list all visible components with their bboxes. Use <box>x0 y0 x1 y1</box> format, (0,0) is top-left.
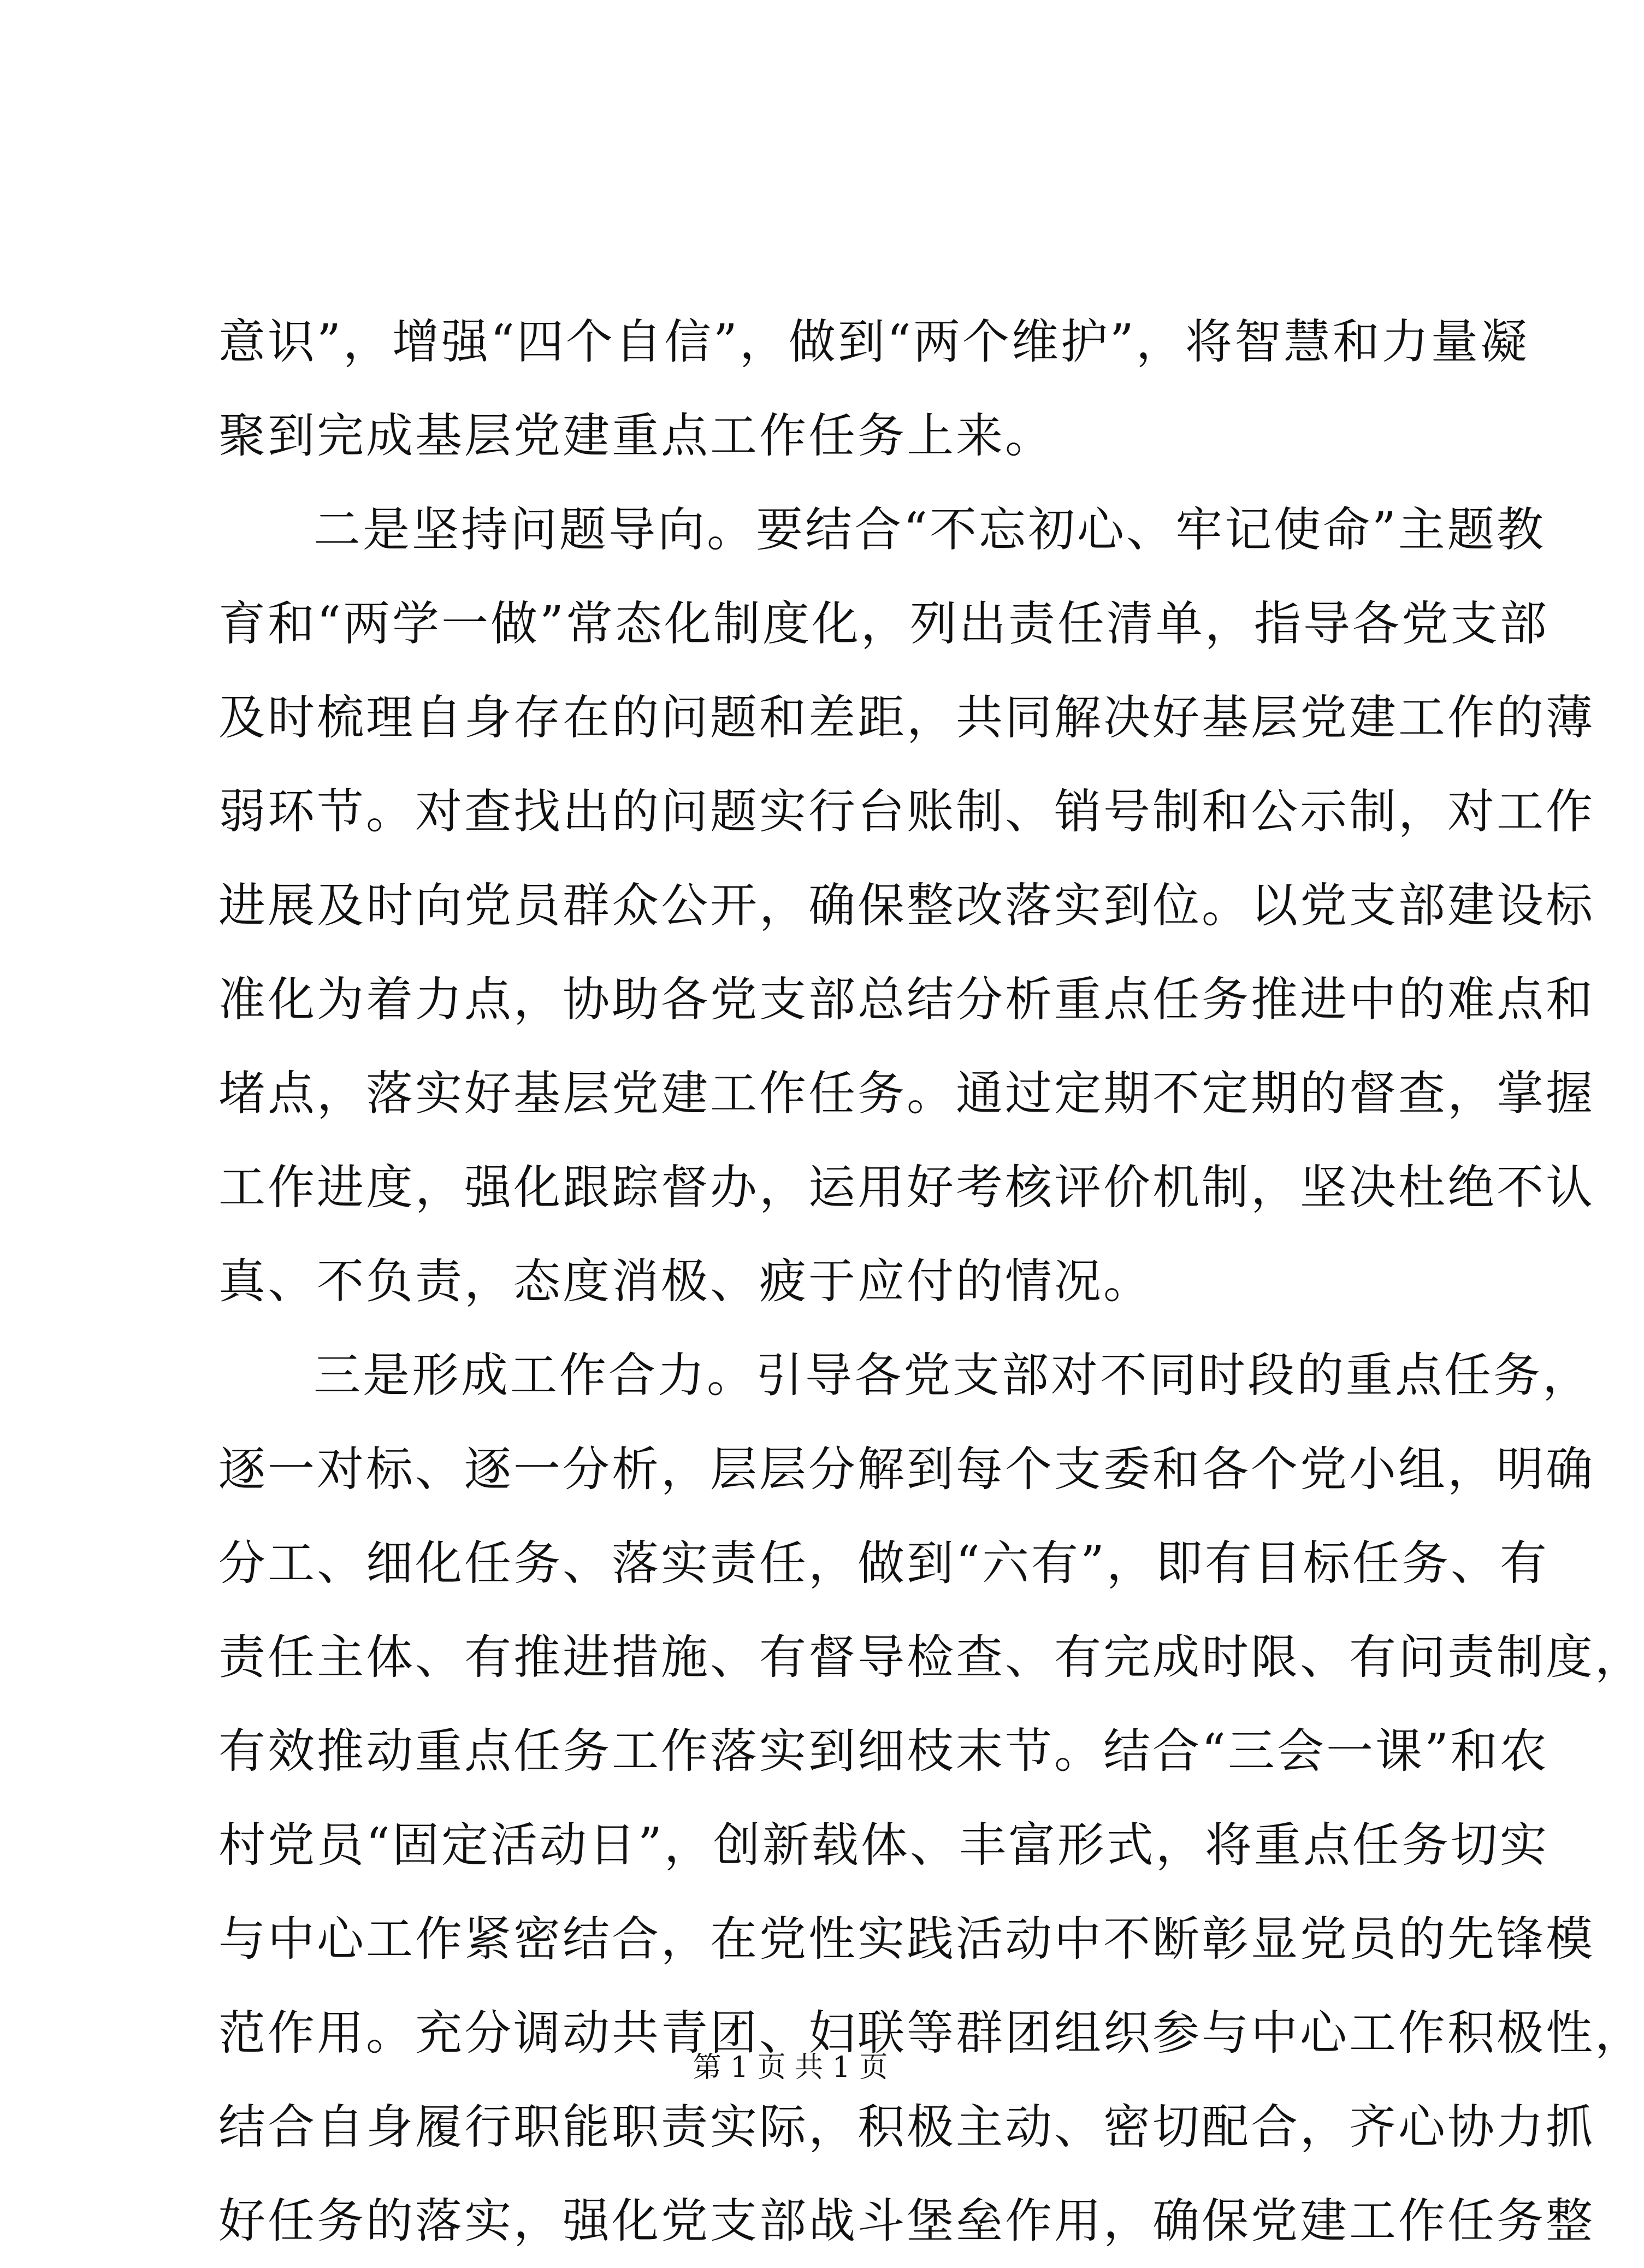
text-line: 意识”，增强“四个自信”，做到“两个维护”，将智慧和力量凝 <box>218 315 1529 369</box>
document-body <box>218 295 1644 2268</box>
text-line: 村党员“固定活动日”，创新载体、丰富形式，将重点任务切实 <box>218 1818 1549 1873</box>
text-line: 堵点，落实好基层党建工作任务。通过定期不定期的督查，掌握 <box>218 1066 1595 1121</box>
paragraph-start-line: 二是坚持问题导向。要结合“不忘初心、牢记使命”主题教 <box>314 503 1546 557</box>
text-line: 逐一对标、逐一分析，层层分解到每个支委和各个党小组，明确 <box>218 1442 1595 1497</box>
text-line: 弱环节。对查找出的问题实行台账制、销号制和公示制，对工作 <box>218 784 1595 839</box>
text-line: 育和“两学一做”常态化制度化，列出责任清单，指导各党支部 <box>218 596 1549 651</box>
text-line: 责任主体、有推进措施、有督导检查、有完成时限、有问责制度， <box>218 1630 1644 1685</box>
text-line: 工作进度，强化跟踪督办，运用好考核评价机制，坚决杜绝不认 <box>218 1160 1595 1215</box>
text-line: 进展及时向党员群众公开，确保整改落实到位。以党支部建设标 <box>218 878 1595 933</box>
text-line: 准化为着力点，协助各党支部总结分析重点任务推进中的难点和 <box>218 972 1595 1027</box>
page-number-footer: 第 1 页 共 1 页 <box>693 2051 888 2084</box>
text-line: 真、不负责，态度消极、疲于应付的情况。 <box>218 1254 1152 1309</box>
text-line: 结合自身履行职能职责实际，积极主动、密切配合，齐心协力抓 <box>218 2100 1595 2154</box>
text-line: 范作用。充分调动共青团、妇联等群团组织参与中心工作积极性， <box>218 2006 1644 2060</box>
text-line: 好任务的落实，强化党支部战斗堡垒作用，确保党建工作任务整 <box>218 2194 1595 2248</box>
text-line: 与中心工作紧密结合，在党性实践活动中不断彰显党员的先锋模 <box>218 1912 1595 1966</box>
text-line: 分工、细化任务、落实责任，做到“六有”，即有目标任务、有 <box>218 1536 1549 1591</box>
text-line: 及时梳理自身存在的问题和差距，共同解决好基层党建工作的薄 <box>218 690 1595 745</box>
paragraph-start-line: 三是形成工作合力。引导各党支部对不同时段的重点任务， <box>314 1348 1592 1403</box>
text-line: 有效推动重点任务工作落实到细枝末节。结合“三会一课”和农 <box>218 1724 1549 1779</box>
text-line: 聚到完成基层党建重点工作任务上来。 <box>218 409 1054 463</box>
